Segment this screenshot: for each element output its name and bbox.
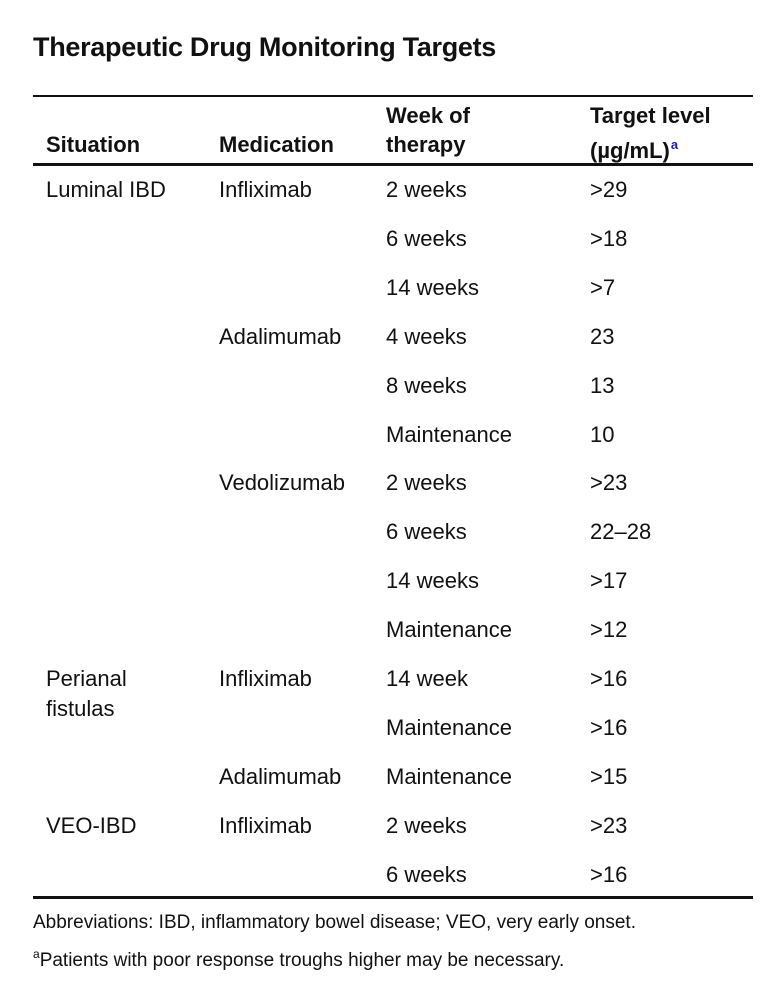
- cell-week: 14 weeks: [386, 275, 479, 300]
- cell-week: 8 weeks: [386, 373, 467, 398]
- cell-target: 23: [590, 324, 615, 349]
- cell-target: 22–28: [590, 519, 652, 544]
- cell-target: >16: [590, 666, 628, 691]
- cell-target: >18: [590, 226, 628, 251]
- cell-target: >16: [590, 862, 628, 887]
- header-target-line1: Target level: [590, 103, 711, 128]
- table-title: Therapeutic Drug Monitoring Targets: [33, 32, 497, 62]
- header-week-line1: Week of: [386, 103, 470, 128]
- cell-medication: Vedolizumab: [219, 470, 345, 495]
- cell-medication: Infliximab: [219, 666, 312, 691]
- cell-week: 14 weeks: [386, 568, 479, 593]
- cell-medication: Adalimumab: [219, 764, 342, 789]
- cell-situation: Luminal IBD: [46, 177, 166, 202]
- cell-target: >15: [590, 764, 628, 789]
- bottom-rule: [33, 896, 753, 899]
- cell-week: Maintenance: [386, 617, 512, 642]
- cell-target: >23: [590, 470, 628, 495]
- header-week-line2: therapy: [386, 132, 466, 157]
- cell-week: 6 weeks: [386, 519, 467, 544]
- cell-week: 2 weeks: [386, 813, 467, 838]
- footnote-marker-a: a: [670, 137, 679, 152]
- cell-target: >12: [590, 617, 628, 642]
- footnote-abbreviations: Abbreviations: IBD, inflammatory bowel disease; VEO, very early onset.: [33, 912, 636, 933]
- cell-week: Maintenance: [386, 422, 512, 447]
- cell-target: 13: [590, 373, 615, 398]
- cell-week: 2 weeks: [386, 470, 467, 495]
- cell-medication: Infliximab: [219, 177, 312, 202]
- cell-situation-line2: fistulas: [46, 696, 115, 721]
- header-rule: [33, 163, 753, 166]
- cell-target: >23: [590, 813, 628, 838]
- cell-week: Maintenance: [386, 715, 512, 740]
- cell-week: 6 weeks: [386, 226, 467, 251]
- header-week: [386, 101, 470, 159]
- cell-week: Maintenance: [386, 764, 512, 789]
- header-target-unit: (µg/mL): [590, 138, 670, 163]
- header-situation: Situation: [46, 132, 141, 157]
- footnote-a-text: Patients with poor response troughs higher may be necessary.: [39, 950, 565, 971]
- cell-week: 6 weeks: [386, 862, 467, 887]
- cell-week: 14 week: [386, 666, 468, 691]
- cell-medication: Infliximab: [219, 813, 312, 838]
- cell-week: 2 weeks: [386, 177, 467, 202]
- top-rule: [33, 95, 753, 97]
- header-target-line2: [590, 130, 711, 165]
- cell-target: >7: [590, 275, 616, 300]
- header-target: [590, 101, 711, 165]
- footnote-a: [33, 942, 564, 973]
- cell-week: 4 weeks: [386, 324, 467, 349]
- cell-target: >29: [590, 177, 628, 202]
- cell-target: >16: [590, 715, 628, 740]
- header-medication: Medication: [219, 132, 334, 157]
- cell-situation: Perianal: [46, 666, 127, 691]
- cell-target: >17: [590, 568, 628, 593]
- cell-target: 10: [590, 422, 615, 447]
- cell-medication: Adalimumab: [219, 324, 342, 349]
- footnote-a-marker: a: [33, 947, 40, 961]
- cell-situation: VEO-IBD: [46, 813, 137, 838]
